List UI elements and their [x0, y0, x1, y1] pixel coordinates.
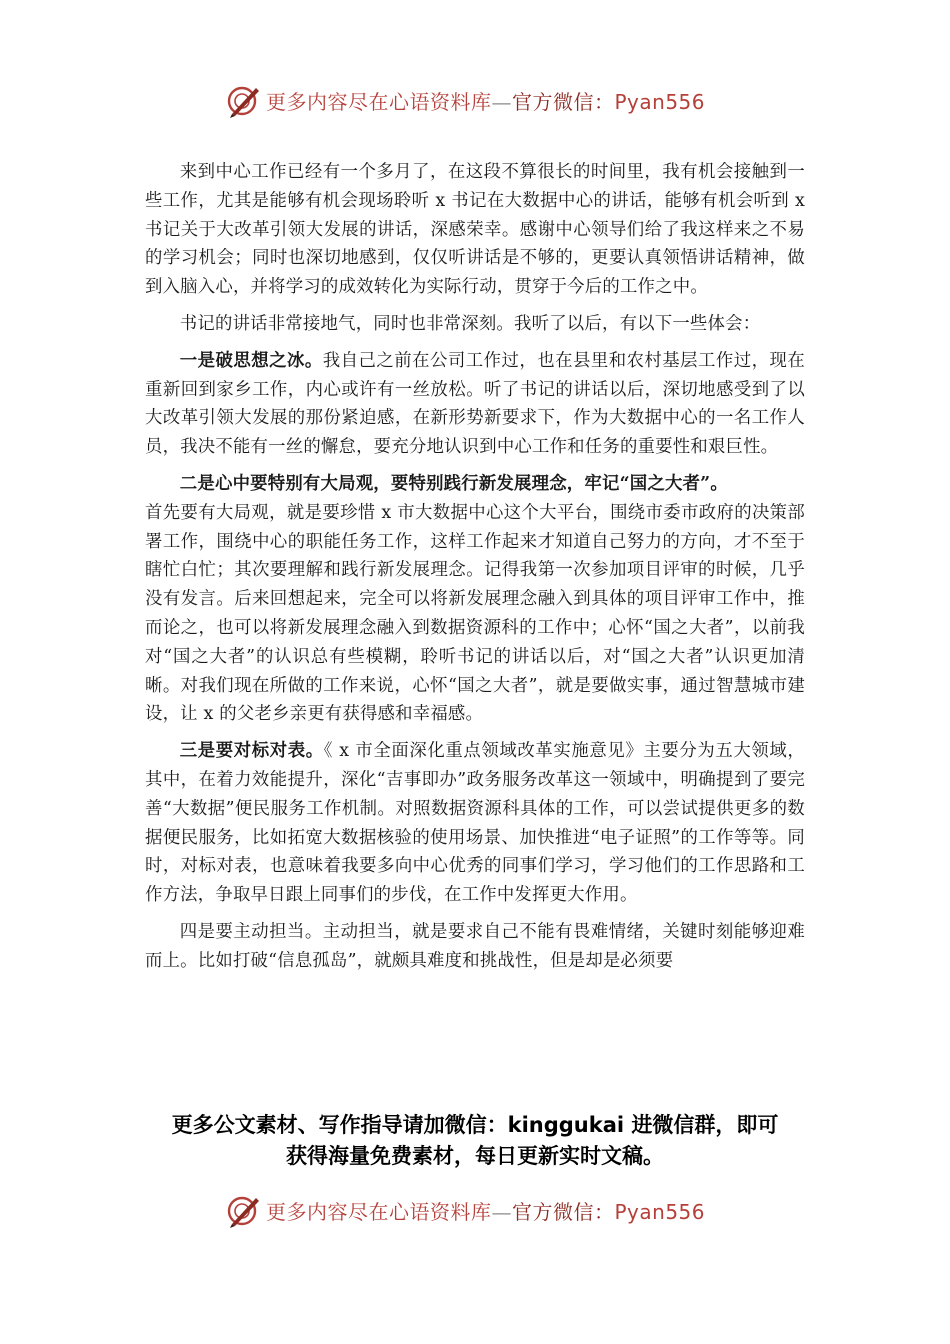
footer-banner-wechat-label: 官方微信：: [512, 1200, 615, 1224]
point-one-heading: 一是破思想之冰。: [179, 350, 323, 371]
point-three-heading: 三是要对标对表。: [179, 741, 324, 762]
point-two-heading: 二是心中要特别有大局观，要特别践行新发展理念，牢记“国之大者”。: [179, 473, 728, 494]
paragraph-point-three: [145, 737, 805, 910]
paragraph-transition: 书记的讲话非常接地气，同时也非常深刻。我听了以后，有以下一些体会：: [179, 313, 761, 334]
promo-notice: [120, 1110, 830, 1172]
paragraph-point-two-heading: [145, 470, 805, 499]
promo-line-1: 更多公文素材、写作指导请加微信：kinggukai 进微信群，即可: [171, 1113, 779, 1137]
document-body: [145, 158, 805, 984]
banner-wechat-id: Pyan556: [614, 90, 706, 114]
point-one-text: 我自己之前在公司工作过，也在县里和农村基层工作过，现在重新回到家乡工作，内心或许有一丝放松。听了书记的讲话以后，深切地感受到了以大改革引领大发展的那份紧迫感，在新形势新要求下，作为大数据中心的一名工作人员，我决不能有一丝的懈怠，要充分地认识到中心工作和任务的重要性和艰巨性。: [145, 350, 805, 458]
footer-banner-wechat-id: Pyan556: [614, 1200, 706, 1224]
footer-banner-separator: —: [491, 1200, 512, 1224]
promo-line-2: 获得海量免费素材，每日更新实时文稿。: [286, 1144, 664, 1168]
paragraph-point-two: 首先要有大局观，就是要珍惜 x 市大数据中心这个大平台，围绕市委市政府的决策部署工作，围绕中心的职能任务工作，这样工作起来才知道自己努力的方向，才不至于瞎忙白忙；其次要理解和践行新发展理念。记得我第一次参加项目评审的时候，几乎没有发言。后来回想起来，完全可以将新发展理念融入到具体的项目评审工作中，推而论之，也可以将新发展理念融入到数据资源科的工作中；心怀“国之大者”，以前我对“国之大者”的认识总有些模糊，聆听书记的讲话以后，对“国之大者”认识更加清晰。对我们现在所做的工作来说，心怀“国之大者”，就是要做实事，通过智慧城市建设，让 x 的父老乡亲更有获得感和幸福感。: [145, 502, 805, 725]
footer-banner: [0, 1192, 950, 1232]
pen-logo-icon: [226, 1194, 262, 1228]
paragraph-intro: 来到中心工作已经有一个多月了，在这段不算很长的时间里，我有机会接触到一些工作，尤其是能够有机会现场聆听 x 书记在大数据中心的讲话，能够有机会听到 x 书记关于大改革引领大发展的讲话，深感荣幸。感谢中心领导们给了我这样来之不易的学习机会；同时也深切地感到，仅仅听讲话是不够的，更要认真领悟讲话精神，做到入脑入心，并将学习的成效转化为实际行动，贯穿于今后的工作之中。: [145, 162, 805, 298]
header-banner: [0, 82, 950, 122]
paragraph-point-four: 四是要主动担当。主动担当，就是要求自己不能有畏难情绪，关键时刻能够迎难而上。比如打破“信息孤岛”，就颇具难度和挑战性，但是却是必须要: [145, 921, 805, 971]
footer-banner-title: 更多内容尽在心语资料库: [266, 1200, 492, 1224]
banner-separator: —: [491, 90, 512, 114]
pen-logo-icon: [226, 84, 262, 118]
point-three-text: 《 x 市全面深化重点领域改革实施意见》主要分为五大领域，其中，在着力效能提升，深化“吉事即办”政务服务改革这一领域中，明确提到了要完善“大数据”便民服务工作机制。对照数据资源科具体的工作，可以尝试提供更多的数据便民服务，比如拓宽大数据核验的使用场景、加快推进“电子证照”的工作等等。同时，对标对表，也意味着我要多向中心优秀的同事们学习，学习他们的工作思路和工作方法，争取早日跟上同事们的步伐，在工作中发挥更大作用。: [145, 741, 806, 906]
banner-wechat-label: 官方微信：: [512, 90, 615, 114]
paragraph-point-one: [145, 347, 805, 462]
banner-title: 更多内容尽在心语资料库: [266, 90, 492, 114]
